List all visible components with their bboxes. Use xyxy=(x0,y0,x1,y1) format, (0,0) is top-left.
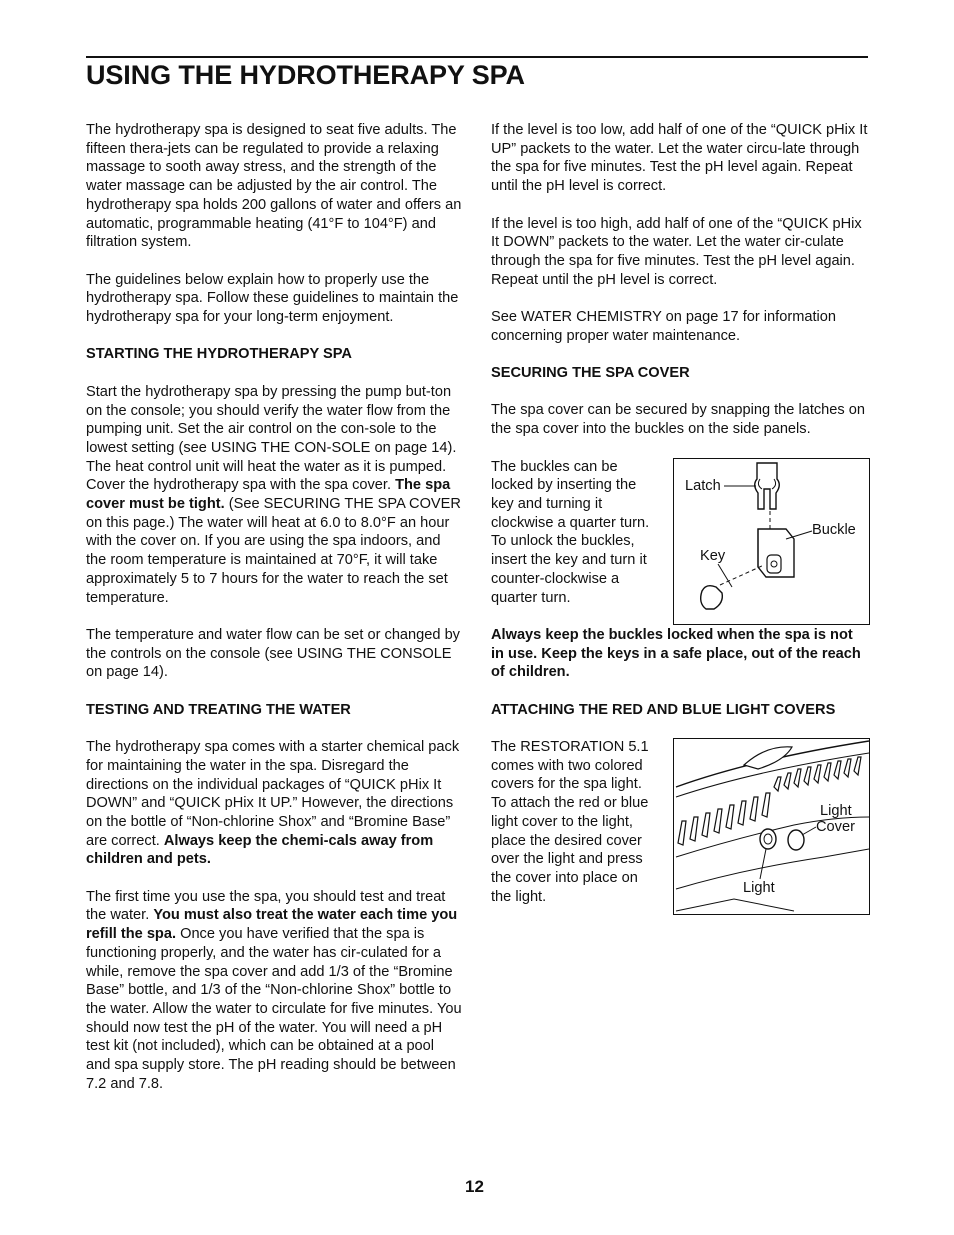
left-column xyxy=(86,121,462,1112)
buckle-label: Buckle xyxy=(812,521,856,538)
key-label: Key xyxy=(700,547,726,564)
level-low-paragraph: If the level is too low, add half of one of the “QUICK pHix It UP” packets to the water. Let the water circu-late through the spa for five minutes. Test the pH level again. Repeat until the pH level is correct. xyxy=(491,122,868,195)
latch-label: Latch xyxy=(685,477,721,494)
heading-securing: SECURING THE SPA COVER xyxy=(491,365,690,382)
temperature-paragraph: The temperature and water flow can be set or changed by the controls on the console (see USING THE CONSOLE on page 14). xyxy=(86,626,460,681)
heading-attaching: ATTACHING THE RED AND BLUE LIGHT COVERS xyxy=(491,701,836,718)
refill-note: You must also treat the water each time you refill the spa. xyxy=(86,907,458,943)
chemicals-warning: Always keep the chemi-cals away from children and pets. xyxy=(86,832,434,868)
level-high-paragraph: If the level is too high, add half of one of the “QUICK pHix It DOWN” packets to the water. Let the water cir-culate through the spa for five minutes. Test the pH level again. Repeat until the pH level is correct. xyxy=(491,215,862,288)
light-cover-label-line1: Light xyxy=(820,803,852,820)
first-time-paragraph: The first time you use the spa, you should test and treat the water. You must also treat the water each time you refill the spa. Once you have verified that the spa is functioning properly, and the water has cir-culated for a while, remove the spa cover and add 1/3 of the “Bromine Base” bottle, and 1/3 of the “Non-chlorine Shox” bottle to the water. Allow the water to circulate for five minutes. You should now test the pH of the water. You will need a pH test kit (not included), which can be obtained at a pool and spa supply store. The pH reading should be between 7.2 and 7.8. xyxy=(86,888,462,1092)
right-column xyxy=(491,121,869,925)
light-cover-label-line2: Cover xyxy=(816,819,855,836)
latch-buckle-figure xyxy=(673,458,870,625)
guidelines-paragraph: The guidelines below explain how to properly use the hydrotherapy spa. Follow these guidelines to maintain the hydrotherapy spa for your long-term enjoyment. xyxy=(86,271,459,326)
buckle-section xyxy=(491,458,869,608)
light-label: Light xyxy=(743,880,775,897)
intro-paragraph: The hydrotherapy spa is designed to seat five adults. The fifteen thera-jets can be regulated to provide a relaxing massage to sooth away stress, and the strength of the water massage can be adjusted by the air control. The hydrotherapy spa holds 200 gallons of water and offers an automatic, programmable heating (41°F to 104°F) and filtration system. xyxy=(86,122,462,251)
heading-starting: STARTING THE HYDROTHERAPY SPA xyxy=(86,346,352,363)
buckles-warning: Always keep the buckles locked when the spa is not in use. Keep the keys in a safe place, out of the reach of children. xyxy=(491,626,861,681)
securing-paragraph: The spa cover can be secured by snapping the latches on the spa cover into the buckles on the side panels. xyxy=(491,402,866,438)
light-section xyxy=(491,738,869,906)
water-chemistry-reference: See WATER CHEMISTRY on page 17 for information concerning proper water maintenance. xyxy=(491,309,836,344)
page-title: USING THE HYDROTHERAPY SPA xyxy=(86,60,525,90)
page-number: 12 xyxy=(465,1177,484,1196)
light-cover-figure xyxy=(673,738,870,915)
heading-testing: TESTING AND TREATING THE WATER xyxy=(86,701,351,718)
starting-paragraph: Start the hydrotherapy spa by pressing the pump but-ton on the console; you should verify the water flow from the pumping unit. Set the air control on the con-sole to the lowest setting (see USING THE CON-SOLE on page 14). The heat control unit will heat the water as it is pumped. Cover the hydrotherapy spa with the spa cover. The spa cover must be tight. (See SECURING THE SPA COVER on this page.) The water will heat at 6.0 to 8.0°F an hour with the cover on. If you are using the spa indoors, and the room temperature is maintained at 70°F, it will take approximately 5 to 7 hours for the water to reach the set temperature. xyxy=(86,383,461,606)
restoration-paragraph: The RESTORATION 5.1 comes with two colored covers for the spa light. To attach the red or blue light cover to the light, place the desired cover over the light and press the cover into place on the light. xyxy=(491,739,649,905)
testing-paragraph: The hydrotherapy spa comes with a starter chemical pack for maintaining the water in the spa. Disregard the directions on the individual packages of “QUICK pHix It DOWN” and “QUICK pHix It UP.” However, the directions on the bottle of “Non-chlorine Shox” and “Bromine Base” are correct. Always keep the chemi-cals away from children and pets. xyxy=(86,739,460,868)
buckles-paragraph: The buckles can be locked by inserting the key and turning it clockwise a quarter turn. To unlock the buckles, insert the key and turn it counter-clockwise a quarter turn. xyxy=(491,458,650,606)
spa-cover-tight-note: The spa cover must be tight. xyxy=(86,477,451,513)
